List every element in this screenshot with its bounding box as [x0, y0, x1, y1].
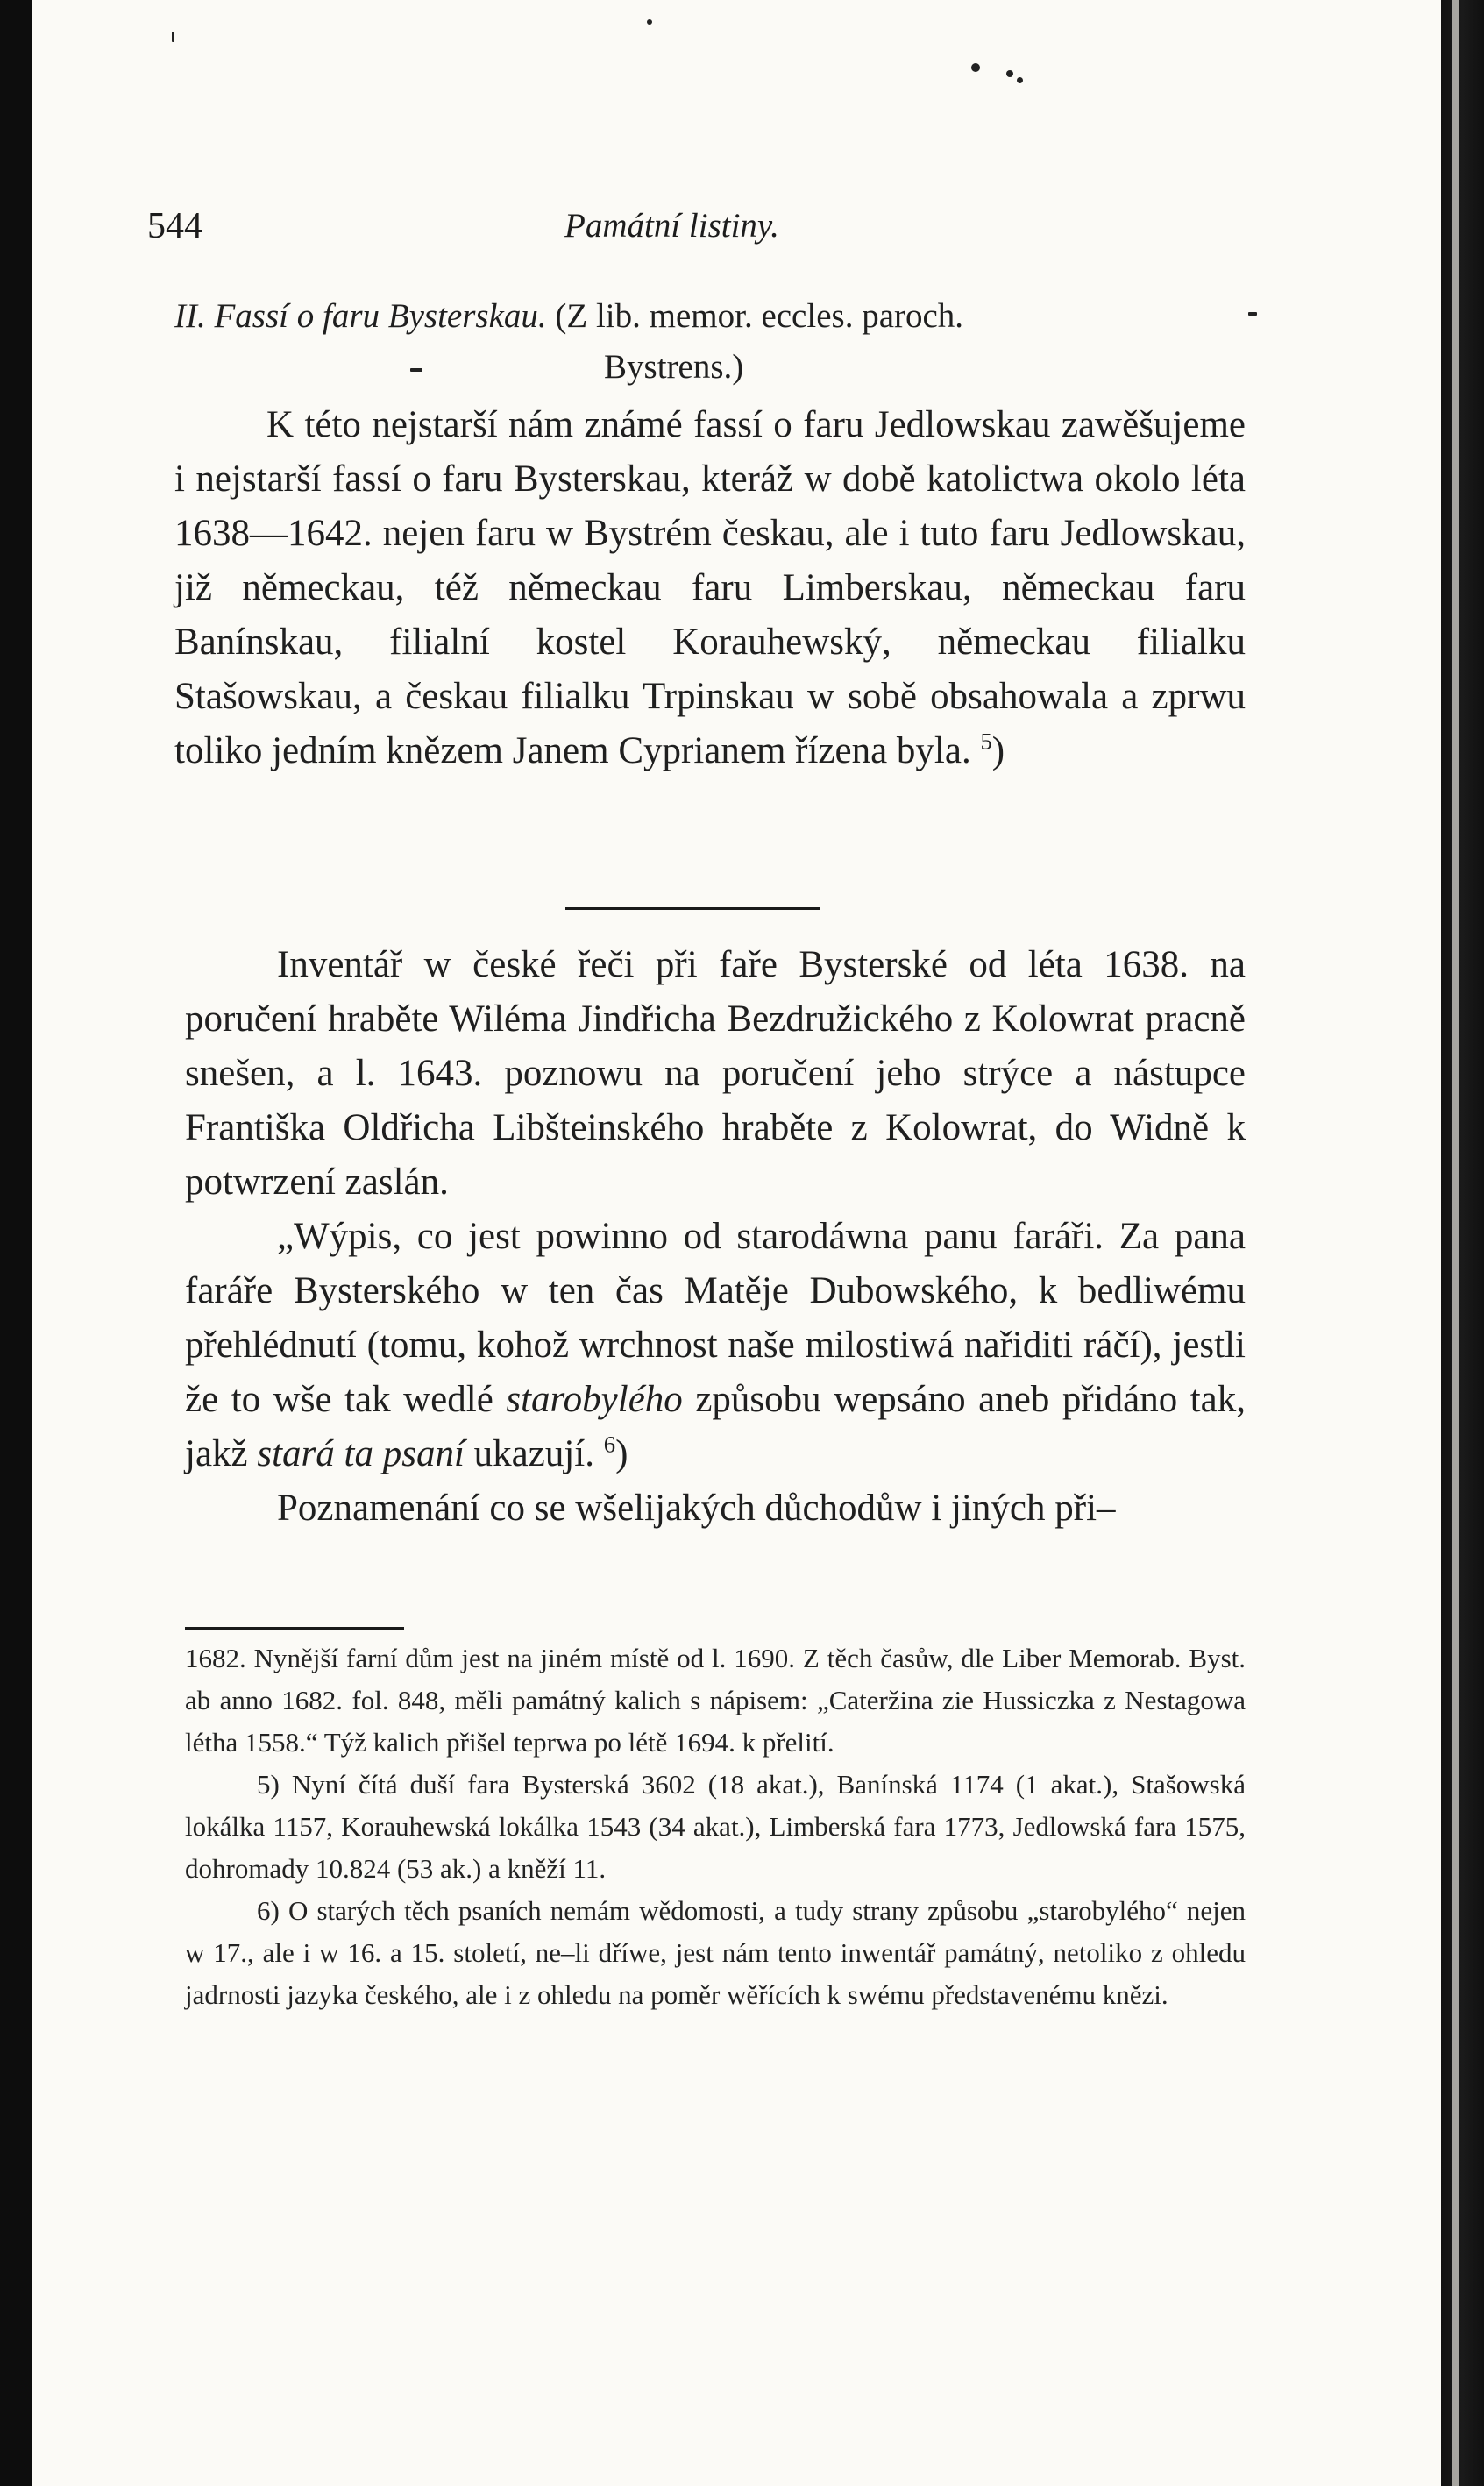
footnote-ref-5-paren: ): [991, 730, 1005, 771]
quote-text-1: „Wýpis, co jest powinno od starodáwna panu faráři. Za pana faráře Bysterského w ten čas Matěje Dubowského, k bedliwému přehlédnutí (tomu, kohož wrchnost naše milostiwá nařiditi ráčí), jestli že to wše tak wedlé: [185, 1216, 1246, 1420]
footnote-6: 6) O starých těch psaních nemám wědomosti, a tudy strany způsobu „starobylého“ nejen w 17., ale i w 16. a 15. století, ne–li dříwe, jest nám tento inwentář památný, netoliko z ohledu jadrnosti jazyka českého, ale i z ohledu na poměr wěřících k swému představenému knězi.: [185, 1895, 1246, 2010]
print-speck: [971, 63, 980, 72]
intro-body: K této nejstarší nám známé fassí o faru Jedlowskau zawěšujeme i nejstarší fassí o faru Bysterskau, kteráž w době katolictwa okolo léta 1638—1642. nejen faru w Bystrém českau, ale i tuto faru Jedlowskau, již německau, též německau faru Limberskau, německau faru Banínskau, filialní kostel Korauhewský, německau filialku Stašowskau, a českau filialku Trpinskau w sobě obsahowala a zprwu toliko jedním knězem Janem Cyprianem řízena byla.: [174, 404, 1246, 771]
inventory-quote: [185, 1210, 1246, 1481]
inventory-paragraph: [185, 938, 1246, 1536]
inventory-intro: Inventář w české řeči při faře Bysterské od léta 1638. na poručení hraběte Wiléma Jindřicha Bezdružického z Kolowrat pracně snešen, a l. 1643. poznowu na poručení jeho strýce a nástupce Františka Oldřicha Libšteinského hraběte z Kolowrat, do Widně k potwrzení zaslán.: [185, 944, 1246, 1203]
footnote-rule: [185, 1627, 404, 1630]
section-divider: [565, 907, 820, 910]
quote-italic-1: starobylého: [506, 1379, 683, 1420]
footnote-continuation: 1682. Nynější farní dům jest na jiném místě od l. 1690. Z těch časůw, dle Liber Memorab. Byst. ab anno 1682. fol. 848, měli památný kalich s nápisem: „Cateržina zie Hussiczka z Nestagowa létha 1558.“ Týž kalich přišel teprwa po létě 1694. k přelití.: [185, 1643, 1246, 1758]
section-heading: [174, 291, 1246, 342]
footnote-ref-5: 5: [980, 728, 992, 755]
quote-text-3: ukazují.: [473, 1433, 594, 1474]
intro-text: [174, 398, 1246, 778]
print-speck: [1017, 77, 1023, 83]
footnote-5: 5) Nyní čítá duší fara Bysterská 3602 (18 akat.), Banínská 1174 (1 akat.), Stašowská lokálka 1157, Korauhewská lokálka 1543 (34 akat.), Limberská fara 1773, Jedlowská fara 1575, dohromady 10.824 (53 ak.) a kněží 11.: [185, 1769, 1246, 1884]
section-intro: [174, 291, 1246, 778]
page-number: 544: [147, 206, 202, 246]
running-head: [147, 203, 1234, 256]
print-speck: [1248, 312, 1257, 316]
section-number: II.: [174, 297, 206, 335]
footnote-ref-6-paren: ): [615, 1433, 628, 1474]
inventory-last-line: Poznamenání co se wšelijakých důchodůw i jiných při–: [277, 1488, 1116, 1529]
print-speck: [1006, 70, 1013, 77]
footnotes: [185, 1637, 1246, 2016]
print-speck: [647, 19, 652, 25]
section-source: (Z lib. memor. eccles. paroch.: [555, 297, 964, 335]
quote-text-2: způsobu wepsáno aneb přidáno tak, jakž: [185, 1379, 1246, 1474]
facing-page-edge: [1441, 0, 1484, 2486]
print-speck: [172, 32, 174, 42]
intro-paragraph: [174, 398, 1246, 778]
quote-italic-2: stará ta psaní: [257, 1433, 465, 1474]
running-title: Památní listiny.: [564, 207, 779, 245]
section-source-continued: Bystrens.): [604, 348, 744, 386]
section-inventory: [185, 938, 1246, 1536]
footnote-ref-6: 6: [603, 1431, 616, 1458]
section-title: Fassí o faru Bysterskau.: [214, 297, 547, 335]
